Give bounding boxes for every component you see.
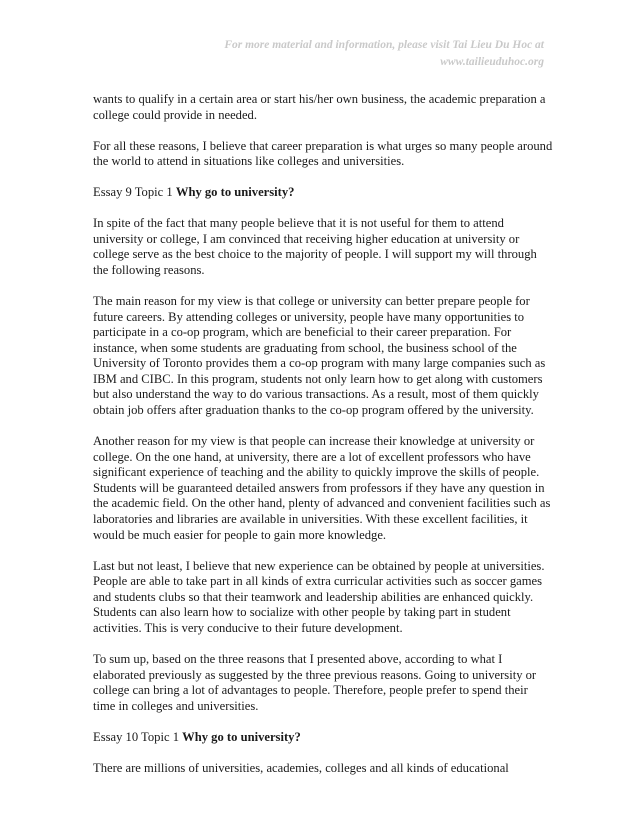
essay-9-heading	[93, 185, 553, 201]
paragraph-6: Last but not least, I believe that new experience can be obtained by people at universities. People are able to take part in all kinds of extra curricular activities such as soccer games and students clubs so that their teamwork and leadership abilities are enhanced quickly. Students can also learn how to socialize with other people by taking part in student activities. This is very conducive to their future development.	[93, 558, 545, 635]
essay-10-heading	[93, 730, 553, 746]
essay-10-prefix: Essay 10 Topic 1	[93, 729, 183, 744]
header-line-1: For more material and information, please visit Tai Lieu Du Hoc at	[224, 39, 544, 51]
paragraph-4: The main reason for my view is that college or university can better prepare people for future careers. By attending colleges or university, people have many opportunities to participate in a co-op program, which are beneficial to their career preparation. For instance, when some students are graduating from school, the business school of the University of Toronto provides them a co-op program with many large companies such as IBM and CIBC. In this program, students not only learn how to get along with customers but also understand the way to do various transactions. As a result, most of them quickly obtain job offers after graduation thanks to the co-op program offered by the university.	[93, 293, 546, 418]
paragraph-3: In spite of the fact that many people believe that it is not useful for them to attend university or college, I am convinced that receiving higher education at university or college serve as the best choice to the majority of people. I will support my will through the following reasons.	[93, 216, 537, 277]
essay-9-prefix: Essay 9 Topic 1	[93, 185, 176, 200]
document-body	[93, 92, 553, 792]
paragraph-1: wants to qualify in a certain area or start his/her own business, the academic preparation a college could provide in needed.	[93, 92, 546, 122]
paragraph-5: Another reason for my view is that people can increase their knowledge at university or college. On the one hand, at university, there are a lot of excellent professors who have significant experience of teaching and the ability to quickly improve the skills of people. Students will be guaranteed detailed answers from professors if they have any question in the academic field. On the other hand, plenty of advanced and convenient facilities such as laboratories and libraries are available in universities. With these excellent facilities, it would be much easier for people to gain more knowledge.	[93, 434, 551, 542]
essay-10-title: Why go to university?	[182, 729, 301, 744]
header-line-2[interactable]: www.tailieuduhoc.org	[440, 56, 544, 68]
paragraph-2: For all these reasons, I believe that career preparation is what urges so many people around the world to attend in situations like colleges and universities.	[93, 138, 553, 169]
paragraph-7: To sum up, based on the three reasons that I presented above, according to what I elaborated previously as suggested by the three previous reasons. Going to university or college can bring a lot of advantages to people. Therefore, people prefer to spend their time in colleges and universities.	[93, 651, 537, 713]
essay-9-title: Why go to university?	[175, 185, 295, 200]
paragraph-8: There are millions of universities, academies, colleges and all kinds of educational	[93, 760, 509, 775]
page-header	[124, 37, 544, 71]
